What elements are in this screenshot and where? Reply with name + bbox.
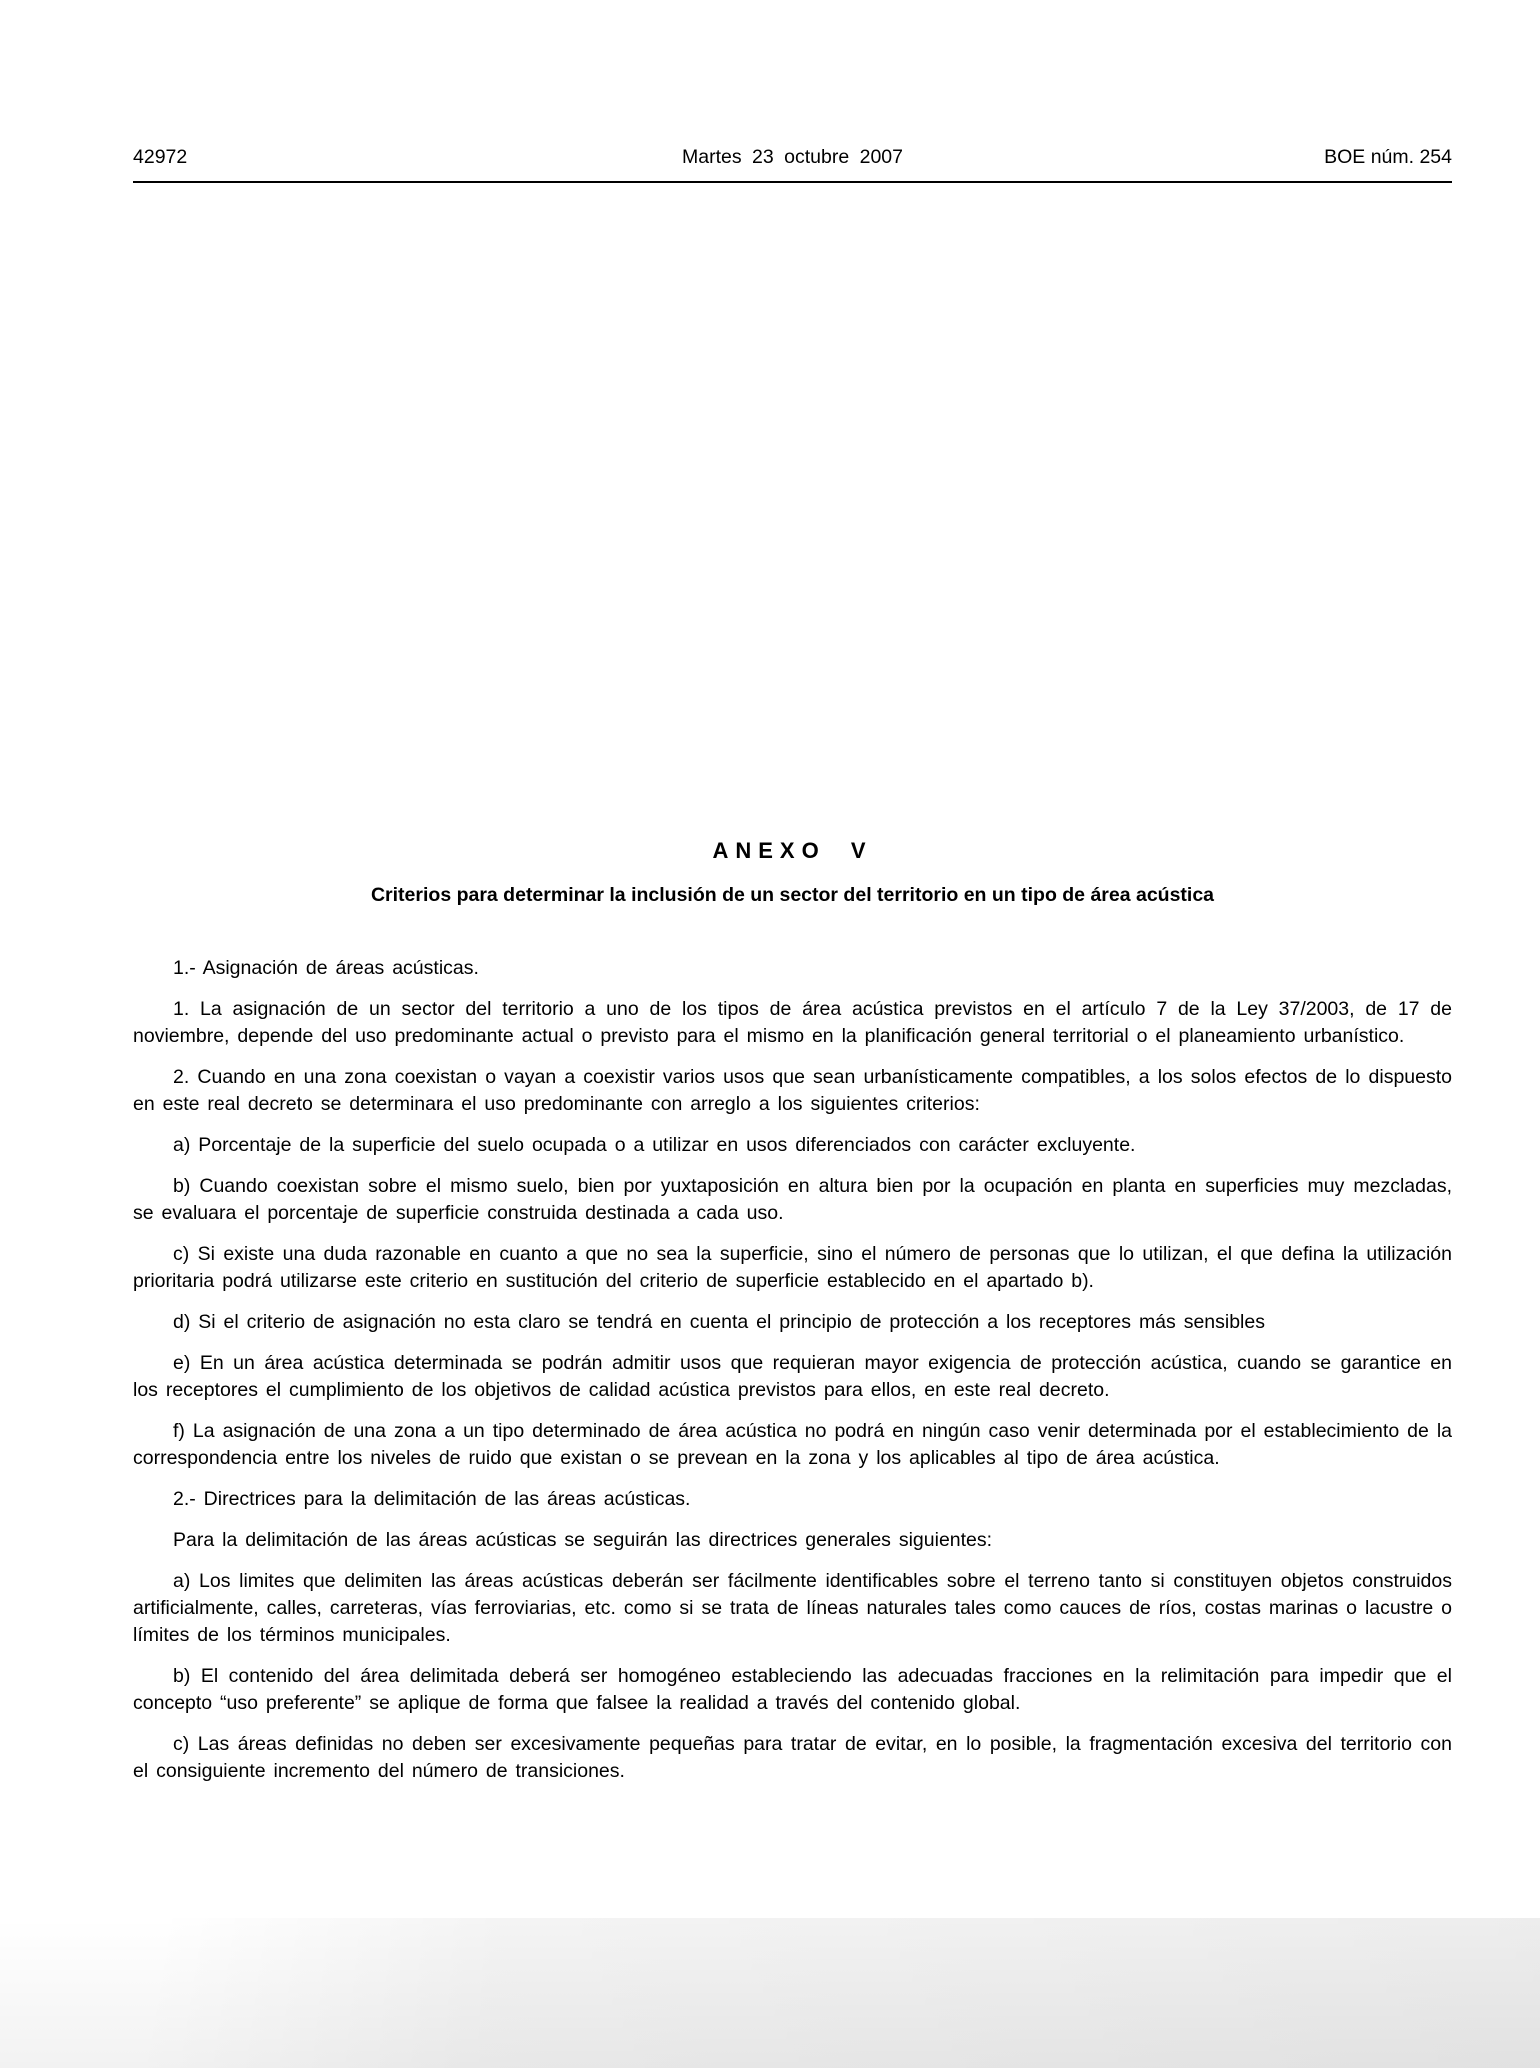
list-item-b2: b) El contenido del área delimitada deberá ser homogéneo estableciendo las adecuadas fracciones en la relimitación para impedir que el concepto “uso preferente” se aplique de forma que falsee la realidad a través del contenido global.: [133, 1665, 1452, 1714]
header-date: Martes 23 octubre 2007: [682, 146, 903, 168]
list-item-a2: a) Los limites que delimiten las áreas acústicas deberán ser fácilmente identificables sobre el terreno tanto si constituyen objetos construidos artificialmente, calles, carreteras, vías ferroviarias, etc. como si se trata de líneas naturales tales como cauces de ríos, costas marinas o lacustre o límites de los términos municipales.: [133, 1570, 1452, 1646]
section-heading-2: 2.- Directrices para la delimitación de las áreas acústicas.: [173, 1488, 691, 1510]
header-issue-number: BOE núm. 254: [1324, 146, 1452, 168]
list-item-a: a) Porcentaje de la superficie del suelo ocupada o a utilizar en usos diferenciados con carácter excluyente.: [173, 1134, 1136, 1156]
list-item-b: b) Cuando coexistan sobre el mismo suelo, bien por yuxtaposición en altura bien por la ocupación en planta en superficies muy mezcladas, se evaluara el porcentaje de superficie construida destinada a cada uso.: [133, 1175, 1452, 1224]
header-page-number: 42972: [133, 146, 188, 168]
list-item-c: c) Si existe una duda razonable en cuanto a que no sea la superficie, sino el número de personas que lo utilizan, el que defina la utilización prioritaria podrá utilizarse este criterio en sustitución del criterio de superficie establecido en el apartado b).: [133, 1243, 1452, 1292]
annex-subtitle: Criterios para determinar la inclusión de un sector del territorio en un tipo de área acústica: [370, 884, 1215, 906]
list-item-c2: c) Las áreas definidas no deben ser excesivamente pequeñas para tratar de evitar, en lo posible, la fragmentación excesiva del territorio con el consiguiente incremento del número de transiciones.: [133, 1733, 1452, 1782]
page-bottom-scan-shadow: [0, 1918, 1540, 2068]
list-item-e: e) En un área acústica determinada se podrán admitir usos que requieran mayor exigencia de protección acústica, cuando se garantice en los receptores el cumplimiento de los objetivos de calidad acústica previstos para ellos, en este real decreto.: [133, 1352, 1452, 1401]
paragraph: Para la delimitación de las áreas acústicas se seguirán las directrices generales siguientes:: [173, 1529, 993, 1551]
paragraph: 1. La asignación de un sector del territorio a uno de los tipos de área acústica previstos en el artículo 7 de la Ley 37/2003, de 17 de noviembre, depende del uso predominante actual o previsto para el mismo en la planificación general territorial o el planeamiento urbanístico.: [133, 998, 1452, 1047]
page-header: [133, 146, 1452, 183]
paragraph: 2. Cuando en una zona coexistan o vayan a coexistir varios usos que sean urbanísticamente compatibles, a los solos efectos de lo dispuesto en este real decreto se determinara el uso predominante con arreglo a los siguientes criterios:: [133, 1066, 1452, 1115]
annex-title: ANEXO V: [712, 838, 873, 863]
section-heading-1: 1.- Asignación de áreas acústicas.: [173, 957, 479, 979]
document-body: [133, 838, 1452, 1799]
list-item-f: f) La asignación de una zona a un tipo determinado de área acústica no podrá en ningún caso venir determinada por el establecimiento de la correspondencia entre los niveles de ruido que existan o se prevean en la zona y los aplicables al tipo de área acústica.: [133, 1420, 1452, 1469]
list-item-d: d) Si el criterio de asignación no esta claro se tendrá en cuenta el principio de protección a los receptores más sensibles: [173, 1311, 1265, 1333]
